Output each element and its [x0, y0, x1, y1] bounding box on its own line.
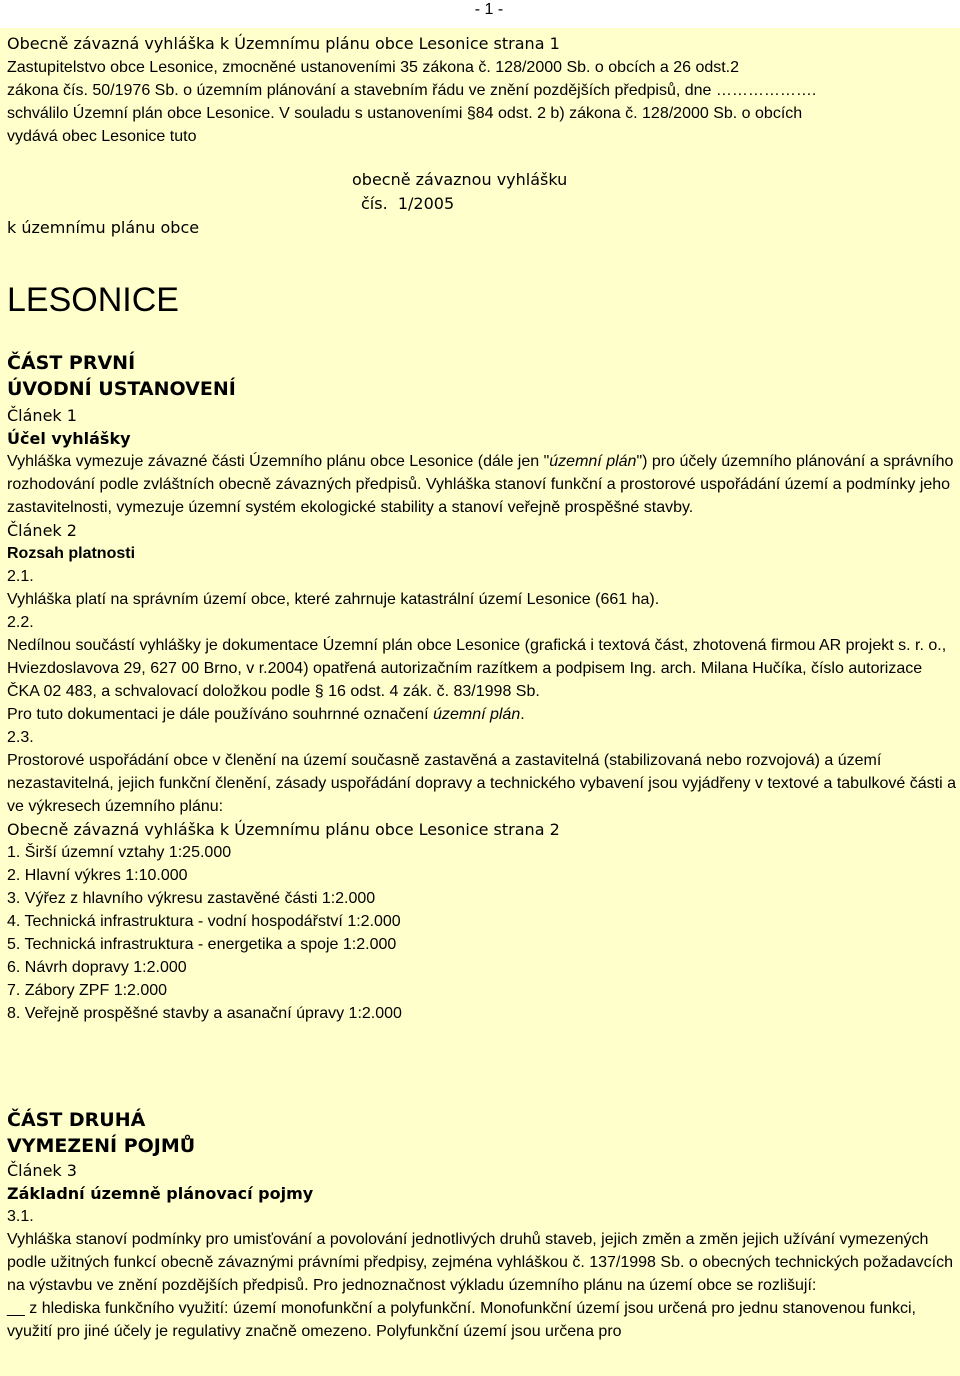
article-3-label: Článek 3 [7, 1161, 77, 1180]
page-number: - 1 - [474, 1, 504, 18]
intro-line: zákona čís. 50/1976 Sb. o územním plánování a stavebním řádu ve znění pozdějších předpisů, dne ………………. [7, 82, 817, 99]
section-number: 2.2. [7, 614, 34, 631]
section-3-1-item: __ z hlediska funkčního využití: území monofunkční a polyfunkční. Monofunkční území jsou určená pro jednu stanovenou funkci, využití pro jiné účely je regulativy značně omezeno. Polyfunkční území jsou určena pro [7, 1300, 916, 1340]
drawing-item: 2. Hlavní výkres 1:10.000 [7, 867, 188, 884]
drawings-list [7, 841, 957, 1025]
section-2-3-text: Prostorové uspořádání obce v členění na území současně zastavěná a zastavitelná (stabilizovaná nebo rozvojová) a území nezastavitelná, jejich funkční členění, zásady uspořádání dopravy a technického vybavení jsou vyjádřeny v textové a tabulkové části a ve výkresech územního plánu: [7, 752, 956, 815]
note-text-part: Pro tuto dokumentaci je dále používáno souhrnné označení [7, 706, 434, 723]
article-1-text-part: ") pro účely územního plánování a správního rozhodování podle zvláštních obecně závazných předpisů. Vyhláška stanoví funkční a prostorové uspořádání území a podmínky jeho zastavitelnosti, vymezuje územní systém ekologické stability a stanoví veřejně prospěšné stavby. [7, 453, 954, 516]
article-2-title: Rozsah platnosti [7, 545, 136, 562]
document-page [0, 28, 960, 1376]
drawing-item: 8. Veřejně prospěšné stavby a asanační úpravy 1:2.000 [7, 1005, 402, 1022]
decree-number: čís. 1/2005 [361, 194, 455, 213]
section-2-1-text: Vyhláška platí na správním území obce, které zahrnuje katastrální území Lesonice (661 ha). [7, 591, 660, 608]
article-1-text-part: Vyhláška vymezuje závazné části Územního plánu obce Lesonice (dále jen " [7, 453, 550, 470]
part-one-heading: ČÁST PRVNÍ [7, 352, 136, 374]
section-3-1-text: Vyhláška stanoví podmínky pro umisťování a povolování jednotlivých druhů staveb, jejich změn a změn jejich užívání vymezených podle užitných funkcí obecně závaznými právními předpisy, zejména vyhláškou č. 137/1998 Sb. o obecných technických požadavcích na výstavbu ve znění pozdějších předpisů. Pro jednoznačnost výkladu územního plánu na území obce se rozlišují: [7, 1231, 954, 1294]
header-line: Obecně závazná vyhláška k Územnímu plánu obce Lesonice strana 1 [7, 34, 560, 53]
article-2-label: Článek 2 [7, 521, 77, 540]
section-number: 2.3. [7, 729, 34, 746]
drawing-item: 6. Návrh dopravy 1:2.000 [7, 959, 187, 976]
article-1-text [7, 450, 957, 519]
municipality-name: LESONICE [7, 281, 179, 319]
section-2-2-note [7, 703, 957, 726]
intro-line: schválilo Územní plán obce Lesonice. V souladu s ustanoveními §84 odst. 2 b) zákona č. 128/2000 Sb. o obcích [7, 105, 803, 122]
article-1-title: Účel vyhlášky [7, 429, 131, 448]
note-emphasis: územní plán [433, 706, 521, 723]
article-1-text-emphasis: územní plán [549, 453, 637, 470]
intro-line: Zastupitelstvo obce Lesonice, zmocněné ustanoveními 35 zákona č. 128/2000 Sb. o obcích a 26 odst.2 [7, 59, 740, 76]
drawing-item: 5. Technická infrastruktura - energetika a spoje 1:2.000 [7, 936, 397, 953]
part-two-heading: ČÁST DRUHÁ [7, 1109, 146, 1131]
section-number: 3.1. [7, 1208, 34, 1225]
drawing-item: 7. Zábory ZPF 1:2.000 [7, 982, 168, 999]
part-two [7, 1107, 957, 1343]
intro-paragraph [7, 56, 957, 148]
article-1-label: Článek 1 [7, 406, 77, 425]
article-3-title: Základní územně plánovací pojmy [7, 1184, 314, 1203]
header-line-2: Obecně závazná vyhláška k Územnímu plánu obce Lesonice strana 2 [7, 820, 560, 839]
part-two-title: VYMEZENÍ POJMŮ [7, 1135, 196, 1157]
section-number: 2.1. [7, 568, 34, 585]
section-2-2-text: Nedílnou součástí vyhlášky je dokumentace Územní plán obce Lesonice (grafická i textová část, zhotovená firmou AR projekt s. r. o., Hviezdoslavova 29, 627 00 Brno, v r.2004) opatřená autorizačním razítkem a podpisem Ing. arch. Milana Hučíka, číslo autorizace ČKA 02 483, a schvalovací doložkou podle § 16 odst. 4 zák. č. 83/1998 Sb. [7, 637, 947, 700]
part-one [7, 350, 957, 1025]
drawing-item: 1. Širší územní vztahy 1:25.000 [7, 844, 232, 861]
part-one-title: ÚVODNÍ USTANOVENÍ [7, 378, 236, 400]
drawing-item: 4. Technická infrastruktura - vodní hospodářství 1:2.000 [7, 913, 401, 930]
note-text-part: . [520, 706, 525, 723]
decree-subject: k územnímu plánu obce [7, 218, 200, 237]
decree-title: obecně závaznou vyhlášku [352, 170, 568, 189]
drawing-item: 3. Výřez z hlavního výkresu zastavěné části 1:2.000 [7, 890, 376, 907]
intro-line: vydává obec Lesonice tuto [7, 128, 197, 145]
